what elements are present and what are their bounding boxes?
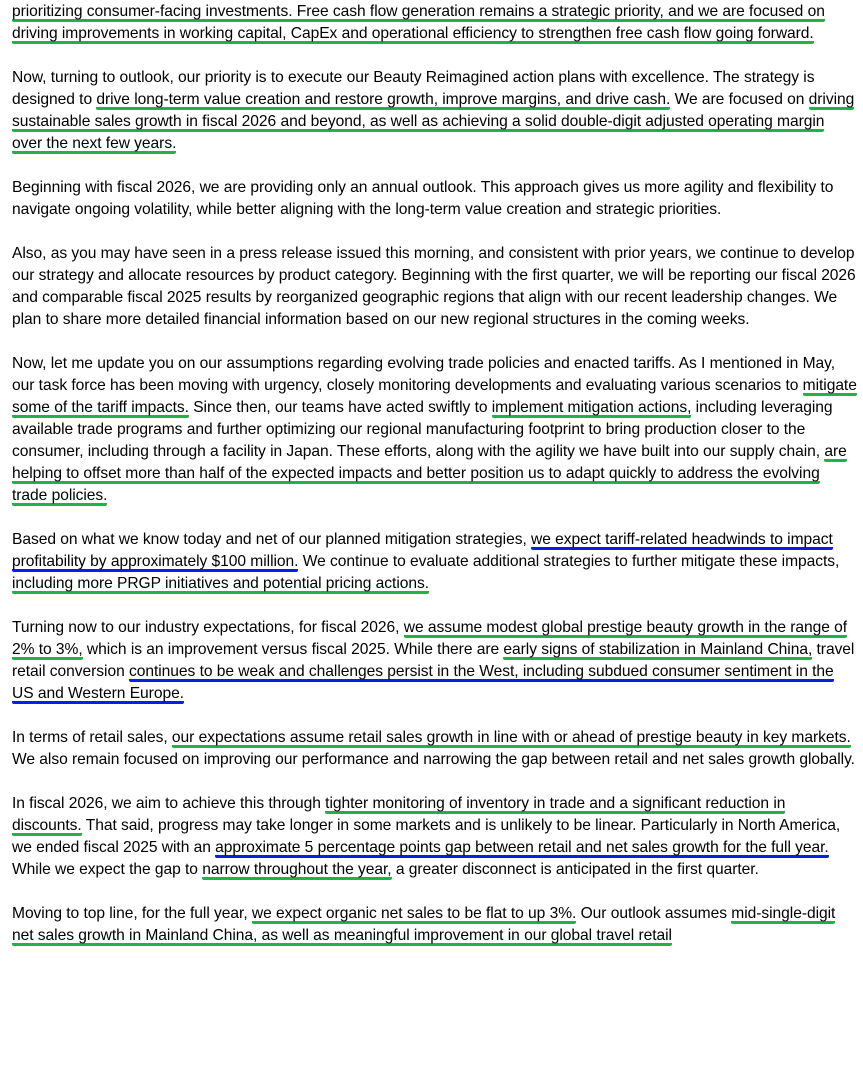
text-segment: While we expect the gap to [12,861,203,878]
green-underlined-highlight: prioritizing consumer-facing investments. Free cash flow generation remains a strategic priority, and we are focused on driving improvements in working capital, CapEx and operational efficiency to strengthen free cash flow going forward. [12,3,825,42]
blue-underlined-highlight: continues to be weak and challenges persist in the West, including subdued consumer sentiment in the US and Western Europe. [12,663,834,702]
green-underlined-highlight: including more PRGP initiatives and potential pricing actions. [12,575,430,592]
blue-underlined-highlight: approximate 5 percentage points gap between retail and net sales growth for the full year. [215,839,829,856]
text-segment: Since then, our teams have acted swiftly to [188,399,492,416]
transcript-document [0,1,863,947]
green-underlined-highlight: drive long-term value creation and restore growth, improve margins, and drive cash. [96,91,671,108]
text-segment: Also, as you may have seen in a press release issued this morning, and consistent with prior years, we continue to develop our strategy and allocate resources by product category. Beginning with the first quarter, we will be reporting our fiscal 2026 and comparable fiscal 2025 results by reorganized geographic regions that align with our recent leadership changes. We plan to share more detailed financial information based on our new regional structures in the coming weeks. [12,245,856,328]
green-underlined-highlight: tighter monitoring of inventory in trade and a significant reduction in discounts. [12,795,786,834]
green-underlined-highlight: early signs of stabilization in Mainland China, [503,641,813,658]
transcript-paragraph [12,903,857,947]
text-segment: We also remain focused on improving our performance and narrowing the gap between retail and net sales growth globally. [12,751,855,768]
transcript-paragraph [12,529,857,595]
text-segment: Beginning with fiscal 2026, we are providing only an annual outlook. This approach gives us more agility and flexibility to navigate ongoing volatility, while better aligning with the long-term value creation and strategic priorities. [12,179,834,218]
green-underlined-highlight: driving sustainable sales growth in fiscal 2026 and beyond, as well as achieving a solid double-digit adjusted operating margin over the next few years. [12,91,855,152]
green-underlined-highlight: we expect organic net sales to be flat to up 3%. [251,905,577,922]
transcript-paragraph [12,177,857,221]
text-segment: Based on what we know today and net of our planned mitigation strategies, [12,531,532,548]
green-underlined-highlight: mitigate some of the tariff impacts. [12,377,857,416]
text-segment: a greater disconnect is anticipated in the first quarter. [391,861,759,878]
text-segment: including leveraging available trade programs and further optimizing our regional manufacturing footprint to bring production closer to the consumer, including through a facility in Japan. These efforts, along with the agility we have built into our supply chain, [12,399,833,460]
transcript-paragraph [12,617,857,705]
blue-underlined-highlight: we expect tariff-related headwinds to impact profitability by approximately $100 million. [12,531,833,570]
green-underlined-highlight: mid-single-digit net sales growth in Mainland China, as well as meaningful improvement in our global travel retail [12,905,836,944]
text-segment: Now, let me update you on our assumptions regarding evolving trade policies and enacted tariffs. As I mentioned in May, our task force has been moving with urgency, closely monitoring developments and evaluating various scenarios to [12,355,836,394]
text-segment: We are focused on [670,91,809,108]
transcript-paragraph [12,243,857,331]
text-segment: Our outlook assumes [576,905,732,922]
transcript-paragraph [12,727,857,771]
text-segment: travel retail conversion [12,641,855,680]
text-segment: which is an improvement versus fiscal 2025. While there are [82,641,504,658]
green-underlined-highlight: narrow throughout the year, [202,861,392,878]
text-segment: That said, progress may take longer in some markets and is unlikely to be linear. Particularly in North America, we ended fiscal 2025 with an [12,817,841,856]
transcript-paragraph [12,353,857,507]
transcript-paragraph [12,67,857,155]
green-underlined-highlight: we assume modest global prestige beauty growth in the range of 2% to 3%, [12,619,848,658]
text-segment: In fiscal 2026, we aim to achieve this through [12,795,326,812]
text-segment: Moving to top line, for the full year, [12,905,252,922]
transcript-paragraph [12,793,857,881]
text-segment: Now, turning to outlook, our priority is to execute our Beauty Reimagined action plans with excellence. The strategy is designed to [12,69,815,108]
transcript-paragraph [12,1,857,45]
green-underlined-highlight: implement mitigation actions, [491,399,692,416]
text-segment: In terms of retail sales, [12,729,172,746]
text-segment: We continue to evaluate additional strategies to further mitigate these impacts, [298,553,840,570]
green-underlined-highlight: are helping to offset more than half of the expected impacts and better position us to adapt quickly to address the evolving trade policies. [12,443,847,504]
green-underlined-highlight: our expectations assume retail sales growth in line with or ahead of prestige beauty in key markets. [171,729,851,746]
text-segment: Turning now to our industry expectations, for fiscal 2026, [12,619,404,636]
